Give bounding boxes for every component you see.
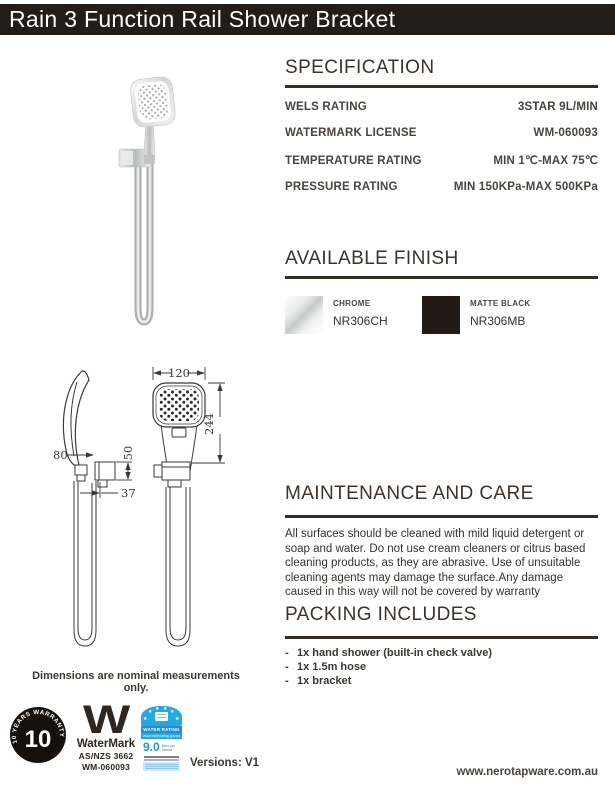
finish-matte-black [422,296,530,334]
maintenance-heading: MAINTENANCE AND CARE [285,483,534,504]
finish-code: NR306CH [333,314,388,328]
list-dash: - [285,661,289,673]
page-title: Rain 3 Function Rail Shower Bracket [9,6,396,32]
dimensions-note: Dimensions are nominal measurements only. [32,670,240,694]
packing-list [285,647,598,687]
water-rating-stars [141,706,182,726]
star-icon: ★ [148,709,153,715]
water-rating-value: 9.0 [143,740,160,754]
packing-heading: PACKING INCLUDES [285,604,477,625]
specification-section [285,57,598,193]
warranty-badge [9,706,67,764]
spec-row-temperature [285,153,598,167]
finish-code: NR306MB [470,314,526,328]
spec-row-watermark [285,127,598,139]
spec-value: MIN 1℃-MAX 75℃ [493,155,598,167]
packing-item-text: 1x bracket [297,675,352,687]
website-link[interactable]: www.nerotapware.com.au [456,766,598,778]
finish-name: MATTE BLACK [470,299,531,308]
spec-row-wels [285,101,598,113]
star-icon: ★ [175,716,180,722]
packing-item [285,675,598,687]
spec-row-pressure [285,181,598,193]
watermark-standard: AS/NZS 3662 [78,751,134,761]
hose-nut-photo [144,155,155,164]
packing-item-text: 1x hand shower (built-in check valve) [297,647,492,659]
chrome-swatch [285,296,323,334]
water-rating-url: www.waterrating.gov.au [141,733,182,739]
side-view [63,371,115,646]
watermark-brand: WaterMark [76,738,136,750]
packing-item-text: 1x 1.5m hose [297,661,367,673]
heading-rule [285,515,598,518]
heading-rule [285,85,598,88]
watermark-badge [70,700,142,772]
spec-value: 3STAR 9L/MIN [517,101,598,113]
star-icon: ★ [170,709,175,715]
watermark-license: WM-060093 [81,762,131,772]
spec-label: WELS RATING [285,101,367,113]
warranty-years: 10 [24,726,52,753]
water-rating-label [141,706,182,772]
available-finish-section [285,248,598,334]
spec-value: WM-060093 [533,127,598,139]
warranty-arc-text: 10 YEARS WARRANTY [10,708,66,745]
spec-label: TEMPERATURE RATING [285,155,422,167]
maintenance-section [285,483,598,611]
finish-name: CHROME [333,299,371,308]
star-icon: ★ [163,706,168,712]
star-icon: ★ [143,716,148,722]
maintenance-body: All surfaces should be cleaned with mild liquid detergent or soap and water. Do not use cream cleaners or citrus based cleaning products, as they are abrasive. Use of unsuitable cleaning agents may damage the surface.Any damage caused in this way will not be covered by warranty [285,528,586,598]
specification-table [285,101,598,193]
star-icon: ★ [155,706,160,712]
label-footer [143,762,180,771]
dim-bracket-height: 50 [121,445,135,461]
matte-black-swatch [422,296,460,334]
heading-rule [285,276,598,279]
dim-bracket-offset: 80 [53,448,68,462]
specification-heading: SPECIFICATION [285,57,435,78]
label-minibox [155,712,168,721]
list-dash: - [285,647,289,659]
finish-swatches [285,296,598,334]
dim-overall-height: 244 [202,413,216,435]
finish-chrome [285,296,422,334]
front-view [153,383,205,646]
packing-item [285,661,598,673]
hose-photo [138,156,150,322]
title-bar [0,4,615,35]
spec-label: WATERMARK LICENSE [285,127,417,139]
watermark-w-icon: W [83,698,129,742]
product-photo [95,60,245,350]
technical-drawing [28,362,263,662]
water-rating-header: WATER RATING [141,726,182,733]
heading-rule [285,636,598,639]
dim-bracket-depth: 37 [121,486,136,500]
available-finish-heading: AVAILABLE FINISH [285,248,459,269]
packing-section [285,604,598,687]
shower-head-photo [130,76,177,128]
handle-photo [144,122,155,159]
dim-head-width: 120 [168,366,190,380]
spec-value: MIN 150KPa-MAX 500KPa [453,181,598,193]
list-dash: - [285,675,289,687]
spec-label: PRESSURE RATING [285,181,398,193]
packing-item [285,647,598,659]
water-rating-unit: litres per minute [161,743,176,752]
versions-text: Versions: V1 [190,757,260,769]
